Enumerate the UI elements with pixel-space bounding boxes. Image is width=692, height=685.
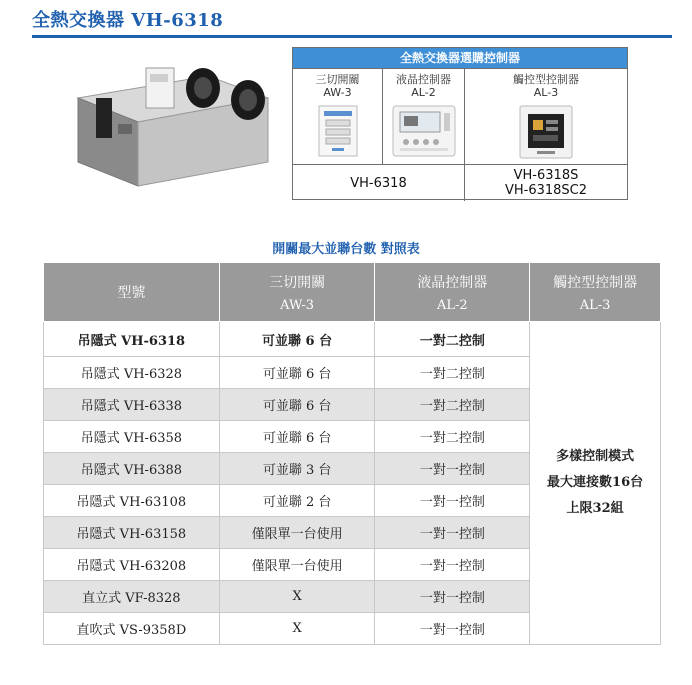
cell-al2: 一對二控制 <box>375 322 530 357</box>
cell-model: 吊隱式 VH-63108 <box>44 485 220 517</box>
cell-model: 吊隱式 VH-6388 <box>44 453 220 485</box>
controller-al3-name: 觸控型控制器 <box>513 73 579 86</box>
table-caption: 開關最大並聯台數 對照表 <box>272 242 420 257</box>
cell-aw3: X <box>219 613 375 645</box>
controller-aw3-code: AW-3 <box>323 86 352 99</box>
cell-model: 吊隱式 VH-63208 <box>44 549 220 581</box>
cell-aw3: 僅限單一台使用 <box>219 517 375 549</box>
cell-aw3: 可並聯 6 台 <box>219 357 375 389</box>
controller-model-item: VH-6318S <box>513 168 579 183</box>
cell-al2: 一對一控制 <box>375 485 530 517</box>
cell-aw3: 可並聯 3 台 <box>219 453 375 485</box>
lcd-controller-icon <box>392 105 456 157</box>
controller-al2-code: AL-2 <box>411 86 436 99</box>
cell-model: 吊隱式 VH-6328 <box>44 357 220 389</box>
cell-al2: 一對二控制 <box>375 421 530 453</box>
cell-aw3: 可並聯 2 台 <box>219 485 375 517</box>
cell-al2: 一對二控制 <box>375 357 530 389</box>
controller-aw3-name: 三切開關 <box>315 73 360 86</box>
cell-model: 吊隱式 VH-6358 <box>44 421 220 453</box>
touch-controller-icon <box>519 105 573 159</box>
controller-panel-header: 全熱交換器選購控制器 <box>293 48 627 69</box>
header-aw3: 三切開關 AW-3 <box>219 263 375 322</box>
cell-al3-merged: 多樣控制模式 最大連接數16台 上限32組 <box>530 322 661 645</box>
controller-al2 <box>383 69 465 164</box>
parallel-units-table <box>43 262 661 645</box>
switch-controller-icon <box>318 105 358 157</box>
page-title: 全熱交換器 VH-6318 <box>32 10 224 31</box>
title-divider <box>32 35 672 38</box>
header-al3: 觸控型控制器 AL-3 <box>530 263 661 322</box>
cell-aw3: 可並聯 6 台 <box>219 322 375 357</box>
controller-aw3 <box>293 69 383 164</box>
controller-al2-name: 液晶控制器 <box>396 73 451 86</box>
cell-aw3: X <box>219 581 375 613</box>
cell-model: 吊隱式 VH-63158 <box>44 517 220 549</box>
heat-exchanger-image <box>58 58 278 188</box>
cell-aw3: 僅限單一台使用 <box>219 549 375 581</box>
cell-al2: 一對一控制 <box>375 549 530 581</box>
cell-model: 直吹式 VS-9358D <box>44 613 220 645</box>
controller-panel <box>292 47 628 200</box>
cell-model: 吊隱式 VH-6318 <box>44 322 220 357</box>
cell-model: 直立式 VF-8328 <box>44 581 220 613</box>
cell-al2: 一對一控制 <box>375 453 530 485</box>
cell-aw3: 可並聯 6 台 <box>219 421 375 453</box>
controller-models-left: VH-6318 <box>293 165 465 201</box>
cell-al2: 一對二控制 <box>375 389 530 421</box>
cell-aw3: 可並聯 6 台 <box>219 389 375 421</box>
cell-model: 吊隱式 VH-6338 <box>44 389 220 421</box>
cell-al2: 一對一控制 <box>375 581 530 613</box>
table-row <box>44 322 661 357</box>
controller-model-item: VH-6318SC2 <box>504 183 588 198</box>
header-al2: 液晶控制器 AL-2 <box>375 263 530 322</box>
controller-al3-code: AL-3 <box>533 86 559 99</box>
controller-models-right <box>465 165 627 201</box>
cell-al2: 一對一控制 <box>375 517 530 549</box>
cell-al2: 一對一控制 <box>375 613 530 645</box>
header-model: 型號 <box>44 263 220 322</box>
controller-al3 <box>465 69 627 164</box>
